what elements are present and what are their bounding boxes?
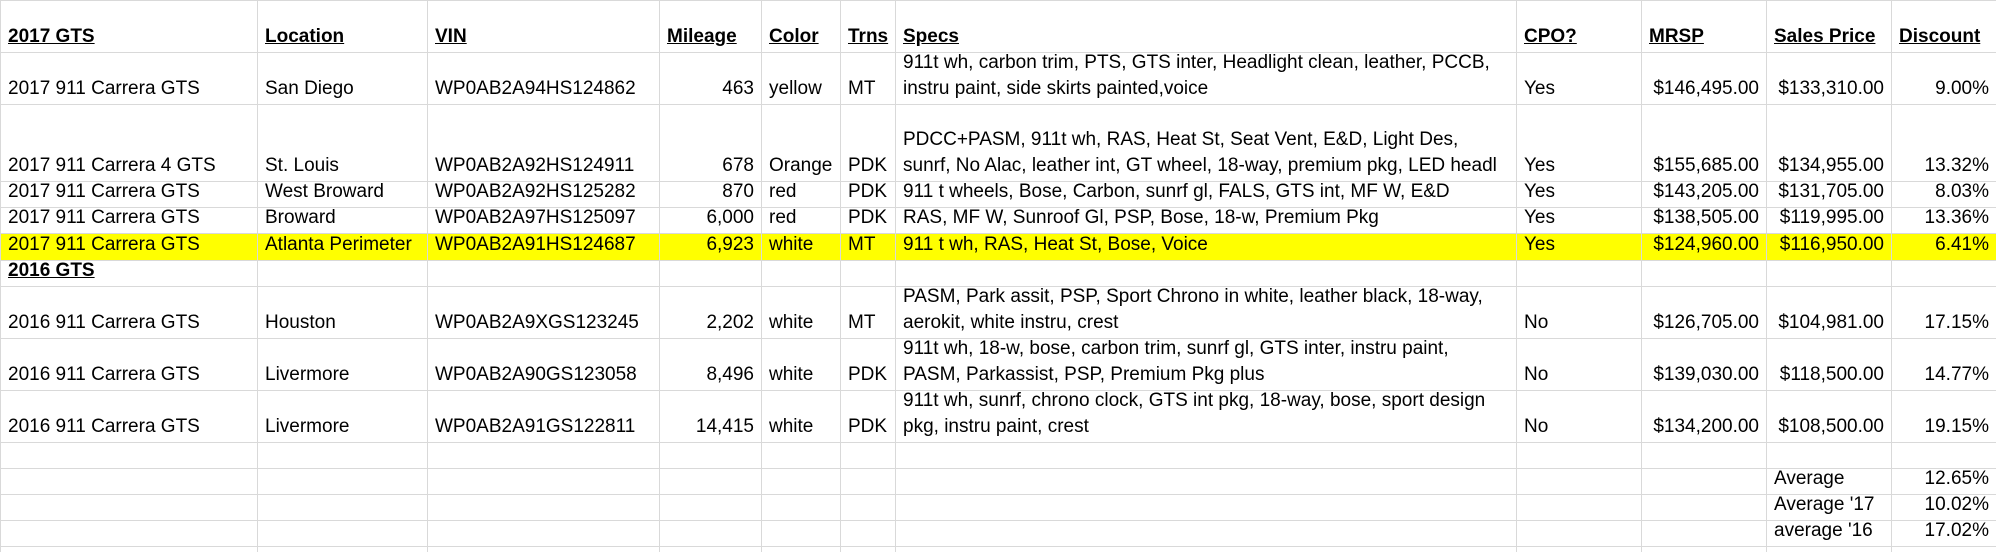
location-cell[interactable]: Livermore bbox=[257, 391, 427, 442]
trns-cell[interactable]: PDK bbox=[840, 391, 895, 442]
specs-cell[interactable]: 911 t wheels, Bose, Carbon, sunrf gl, FALS, GTS int, MF W, E&D bbox=[895, 182, 1516, 207]
empty-cell[interactable] bbox=[257, 261, 427, 286]
cpo-cell[interactable]: No bbox=[1516, 339, 1641, 390]
msrp-cell[interactable]: $143,205.00 bbox=[1641, 182, 1766, 207]
mileage-cell[interactable]: 463 bbox=[659, 53, 761, 104]
empty-cell[interactable] bbox=[1891, 261, 1996, 286]
header-2017-gts[interactable]: 2017 GTS bbox=[0, 1, 257, 52]
color-cell[interactable]: white bbox=[761, 287, 840, 338]
msrp-cell[interactable]: $134,200.00 bbox=[1641, 391, 1766, 442]
mileage-cell[interactable]: 8,496 bbox=[659, 339, 761, 390]
empty-cell[interactable] bbox=[1766, 261, 1891, 286]
empty-cell[interactable] bbox=[1641, 495, 1766, 520]
empty-cell[interactable] bbox=[659, 521, 761, 546]
header-specs[interactable]: Specs bbox=[895, 1, 1516, 52]
header-cpo[interactable]: CPO? bbox=[1516, 1, 1641, 52]
vin-cell[interactable]: WP0AB2A91HS124687 bbox=[427, 234, 659, 260]
empty-cell[interactable] bbox=[895, 495, 1516, 520]
empty-cell[interactable] bbox=[427, 521, 659, 546]
mileage-cell[interactable]: 870 bbox=[659, 182, 761, 207]
table-row bbox=[0, 338, 1996, 390]
empty-cell[interactable] bbox=[659, 547, 761, 552]
empty-cell[interactable] bbox=[427, 547, 659, 552]
vin-cell[interactable]: WP0AB2A92HS125282 bbox=[427, 182, 659, 207]
empty-cell[interactable] bbox=[659, 443, 761, 468]
empty-cell[interactable] bbox=[761, 443, 840, 468]
header-msrp[interactable]: MRSP bbox=[1641, 1, 1766, 52]
discount-cell[interactable]: 13.36% bbox=[1891, 208, 1996, 233]
empty-cell[interactable] bbox=[427, 443, 659, 468]
discount-cell[interactable]: 9.00% bbox=[1891, 53, 1996, 104]
empty-cell[interactable] bbox=[257, 443, 427, 468]
color-cell[interactable]: white bbox=[761, 391, 840, 442]
vin-cell[interactable]: WP0AB2A90GS123058 bbox=[427, 339, 659, 390]
empty-cell[interactable] bbox=[659, 261, 761, 286]
section-header-2016-gts[interactable]: 2016 GTS bbox=[0, 261, 257, 286]
empty-cell[interactable] bbox=[257, 521, 427, 546]
empty-cell[interactable] bbox=[840, 521, 895, 546]
vin-cell[interactable]: WP0AB2A94HS124862 bbox=[427, 53, 659, 104]
msrp-cell[interactable]: $124,960.00 bbox=[1641, 234, 1766, 260]
vin-cell[interactable]: WP0AB2A97HS125097 bbox=[427, 208, 659, 233]
sales-price-cell[interactable]: $119,995.00 bbox=[1766, 208, 1891, 233]
empty-cell[interactable] bbox=[1641, 443, 1766, 468]
color-cell[interactable]: Orange bbox=[761, 105, 840, 181]
mileage-cell[interactable]: 14,415 bbox=[659, 391, 761, 442]
msrp-cell[interactable]: $139,030.00 bbox=[1641, 339, 1766, 390]
table-row bbox=[0, 52, 1996, 104]
header-color[interactable]: Color bbox=[761, 1, 840, 52]
header-sales-price[interactable]: Sales Price bbox=[1766, 1, 1891, 52]
model-cell[interactable]: 2017 911 Carrera GTS bbox=[0, 208, 257, 233]
empty-cell[interactable] bbox=[1516, 469, 1641, 494]
empty-cell[interactable] bbox=[840, 469, 895, 494]
specs-cell[interactable]: PASM, Park assit, PSP, Sport Chrono in white, leather black, 18-way, aerokit, white instru, crest bbox=[895, 287, 1516, 338]
empty-cell[interactable] bbox=[895, 521, 1516, 546]
color-cell[interactable]: red bbox=[761, 182, 840, 207]
section-header-row bbox=[0, 260, 1996, 286]
discount-cell[interactable]: 6.41% bbox=[1891, 234, 1996, 260]
highlighted-table-row bbox=[0, 233, 1996, 260]
empty-cell[interactable] bbox=[1516, 521, 1641, 546]
empty-cell[interactable] bbox=[895, 261, 1516, 286]
location-cell[interactable]: Livermore bbox=[257, 339, 427, 390]
cpo-cell[interactable]: Yes bbox=[1516, 208, 1641, 233]
trns-cell[interactable]: PDK bbox=[840, 339, 895, 390]
specs-cell[interactable]: 911t wh, carbon trim, PTS, GTS inter, Headlight clean, leather, PCCB, instru paint, side skirts painted,voice bbox=[895, 53, 1516, 104]
empty-cell[interactable] bbox=[1516, 261, 1641, 286]
sales-price-cell[interactable]: $134,955.00 bbox=[1766, 105, 1891, 181]
model-cell[interactable]: 2016 911 Carrera GTS bbox=[0, 287, 257, 338]
location-cell[interactable]: San Diego bbox=[257, 53, 427, 104]
mileage-cell[interactable]: 6,000 bbox=[659, 208, 761, 233]
header-row bbox=[0, 0, 1996, 52]
discount-cell[interactable]: 19.15% bbox=[1891, 391, 1996, 442]
mileage-cell[interactable]: 678 bbox=[659, 105, 761, 181]
empty-cell[interactable] bbox=[0, 521, 257, 546]
empty-cell[interactable] bbox=[1891, 443, 1996, 468]
color-cell[interactable]: red bbox=[761, 208, 840, 233]
sales-price-cell[interactable]: $133,310.00 bbox=[1766, 53, 1891, 104]
empty-cell[interactable] bbox=[659, 495, 761, 520]
location-cell[interactable]: Houston bbox=[257, 287, 427, 338]
msrp-cell[interactable]: $155,685.00 bbox=[1641, 105, 1766, 181]
summary-value-average-17[interactable]: 10.02% bbox=[1891, 495, 1996, 520]
empty-cell[interactable] bbox=[1641, 469, 1766, 494]
empty-cell[interactable] bbox=[659, 469, 761, 494]
empty-cell[interactable] bbox=[1641, 521, 1766, 546]
table-row bbox=[0, 286, 1996, 338]
cpo-cell[interactable]: Yes bbox=[1516, 182, 1641, 207]
summary-label-average-17[interactable]: Average '17 bbox=[1766, 495, 1891, 520]
cpo-cell[interactable]: Yes bbox=[1516, 53, 1641, 104]
header-vin[interactable]: VIN bbox=[427, 1, 659, 52]
empty-cell[interactable] bbox=[1641, 547, 1766, 552]
summary-row bbox=[0, 520, 1996, 546]
empty-cell[interactable] bbox=[1766, 443, 1891, 468]
msrp-cell[interactable]: $126,705.00 bbox=[1641, 287, 1766, 338]
summary-row bbox=[0, 468, 1996, 494]
discount-cell[interactable]: 14.77% bbox=[1891, 339, 1996, 390]
trns-cell[interactable]: MT bbox=[840, 287, 895, 338]
header-trns[interactable]: Trns bbox=[840, 1, 895, 52]
table-row bbox=[0, 207, 1996, 233]
empty-cell[interactable] bbox=[1516, 547, 1641, 552]
empty-cell[interactable] bbox=[257, 495, 427, 520]
color-cell[interactable]: white bbox=[761, 339, 840, 390]
trns-cell[interactable]: PDK bbox=[840, 208, 895, 233]
location-cell[interactable]: St. Louis bbox=[257, 105, 427, 181]
header-discount[interactable]: Discount bbox=[1891, 1, 1996, 52]
empty-cell[interactable] bbox=[1516, 443, 1641, 468]
empty-cell[interactable] bbox=[257, 469, 427, 494]
empty-cell[interactable] bbox=[761, 521, 840, 546]
vin-cell[interactable]: WP0AB2A9XGS123245 bbox=[427, 287, 659, 338]
header-mileage[interactable]: Mileage bbox=[659, 1, 761, 52]
cpo-cell[interactable]: Yes bbox=[1516, 234, 1641, 260]
empty-cell[interactable] bbox=[0, 495, 257, 520]
cpo-cell[interactable]: No bbox=[1516, 287, 1641, 338]
empty-cell[interactable] bbox=[761, 261, 840, 286]
empty-cell[interactable] bbox=[840, 261, 895, 286]
empty-cell[interactable] bbox=[895, 443, 1516, 468]
discount-cell[interactable]: 17.15% bbox=[1891, 287, 1996, 338]
specs-cell[interactable]: 911t wh, 18-w, bose, carbon trim, sunrf gl, GTS inter, instru paint, PASM, Parkassist, PSP, Premium Pkg plus bbox=[895, 339, 1516, 390]
trns-cell[interactable]: MT bbox=[840, 234, 895, 260]
empty-cell[interactable] bbox=[427, 495, 659, 520]
empty-cell[interactable] bbox=[0, 469, 257, 494]
sales-price-cell[interactable]: $104,981.00 bbox=[1766, 287, 1891, 338]
table-row bbox=[0, 181, 1996, 207]
empty-row bbox=[0, 442, 1996, 468]
model-cell[interactable]: 2016 911 Carrera GTS bbox=[0, 391, 257, 442]
trns-cell[interactable]: MT bbox=[840, 53, 895, 104]
mileage-cell[interactable]: 2,202 bbox=[659, 287, 761, 338]
table-row bbox=[0, 104, 1996, 181]
location-cell[interactable]: Atlanta Perimeter bbox=[257, 234, 427, 260]
cpo-cell[interactable]: Yes bbox=[1516, 105, 1641, 181]
specs-cell[interactable]: RAS, MF W, Sunroof Gl, PSP, Bose, 18-w, Premium Pkg bbox=[895, 208, 1516, 233]
location-cell[interactable]: Broward bbox=[257, 208, 427, 233]
model-cell[interactable]: 2016 911 Carrera GTS bbox=[0, 339, 257, 390]
summary-label-average-16[interactable]: average '16 bbox=[1766, 521, 1891, 546]
sales-price-cell[interactable]: $108,500.00 bbox=[1766, 391, 1891, 442]
empty-cell[interactable] bbox=[1516, 495, 1641, 520]
empty-cell[interactable] bbox=[0, 547, 257, 552]
discount-cell[interactable]: 8.03% bbox=[1891, 182, 1996, 207]
empty-cell[interactable] bbox=[427, 261, 659, 286]
empty-cell[interactable] bbox=[1891, 547, 1996, 552]
location-cell[interactable]: West Broward bbox=[257, 182, 427, 207]
sales-price-cell[interactable]: $118,500.00 bbox=[1766, 339, 1891, 390]
trns-cell[interactable]: PDK bbox=[840, 105, 895, 181]
empty-cell[interactable] bbox=[1766, 547, 1891, 552]
trns-cell[interactable]: PDK bbox=[840, 182, 895, 207]
summary-row bbox=[0, 494, 1996, 520]
empty-cell[interactable] bbox=[761, 469, 840, 494]
color-cell[interactable]: yellow bbox=[761, 53, 840, 104]
model-cell[interactable]: 2017 911 Carrera GTS bbox=[0, 182, 257, 207]
partial-row bbox=[0, 546, 1996, 552]
model-cell[interactable]: 2017 911 Carrera GTS bbox=[0, 234, 257, 260]
model-cell[interactable]: 2017 911 Carrera GTS bbox=[0, 53, 257, 104]
mileage-cell[interactable]: 6,923 bbox=[659, 234, 761, 260]
sales-price-cell[interactable]: $131,705.00 bbox=[1766, 182, 1891, 207]
model-cell[interactable]: 2017 911 Carrera 4 GTS bbox=[0, 105, 257, 181]
specs-cell[interactable]: PDCC+PASM, 911t wh, RAS, Heat St, Seat Vent, E&D, Light Des, sunrf, No Alac, leather int, GT wheel, 18-way, premium pkg, LED headl bbox=[895, 105, 1516, 181]
msrp-cell[interactable]: $138,505.00 bbox=[1641, 208, 1766, 233]
summary-value-average-16[interactable]: 17.02% bbox=[1891, 521, 1996, 546]
empty-cell[interactable] bbox=[257, 547, 427, 552]
table-row bbox=[0, 390, 1996, 442]
empty-cell[interactable] bbox=[895, 547, 1516, 552]
discount-cell[interactable]: 13.32% bbox=[1891, 105, 1996, 181]
empty-cell[interactable] bbox=[1641, 261, 1766, 286]
empty-cell[interactable] bbox=[761, 547, 840, 552]
header-location[interactable]: Location bbox=[257, 1, 427, 52]
summary-value-average[interactable]: 12.65% bbox=[1891, 469, 1996, 494]
empty-cell[interactable] bbox=[840, 443, 895, 468]
specs-cell[interactable]: 911 t wh, RAS, Heat St, Bose, Voice bbox=[895, 234, 1516, 260]
msrp-cell[interactable]: $146,495.00 bbox=[1641, 53, 1766, 104]
empty-cell[interactable] bbox=[761, 495, 840, 520]
specs-cell[interactable]: 911t wh, sunrf, chrono clock, GTS int pkg, 18-way, bose, sport design pkg, instru paint, crest bbox=[895, 391, 1516, 442]
empty-cell[interactable] bbox=[0, 443, 257, 468]
vin-cell[interactable]: WP0AB2A91GS122811 bbox=[427, 391, 659, 442]
empty-cell[interactable] bbox=[840, 547, 895, 552]
sales-price-cell[interactable]: $116,950.00 bbox=[1766, 234, 1891, 260]
cpo-cell[interactable]: No bbox=[1516, 391, 1641, 442]
color-cell[interactable]: white bbox=[761, 234, 840, 260]
vin-cell[interactable]: WP0AB2A92HS124911 bbox=[427, 105, 659, 181]
empty-cell[interactable] bbox=[895, 469, 1516, 494]
empty-cell[interactable] bbox=[427, 469, 659, 494]
summary-label-average[interactable]: Average bbox=[1766, 469, 1891, 494]
empty-cell[interactable] bbox=[840, 495, 895, 520]
